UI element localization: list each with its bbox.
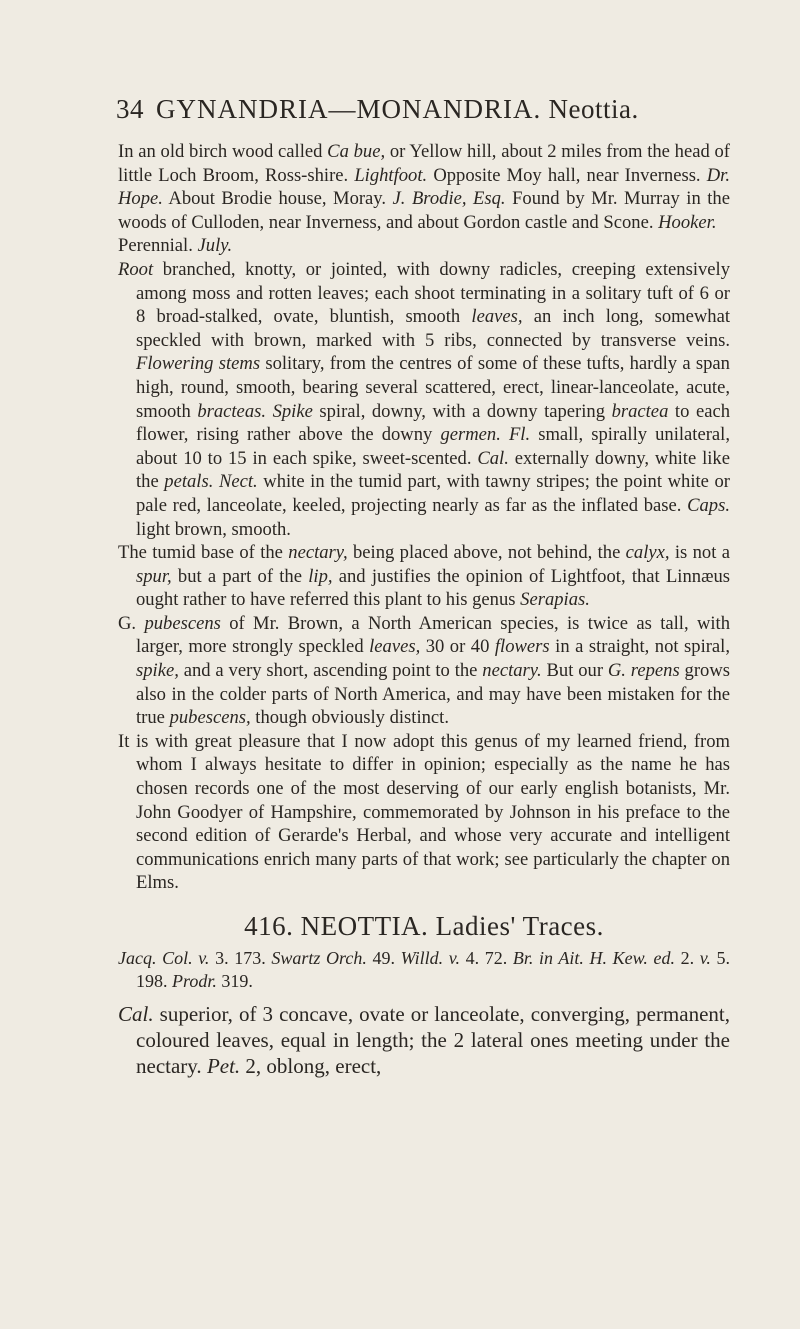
calyx-paragraph: Cal. superior, of 3 concave, ovate or lanceolate, converging, permanent, coloured leaves, equal in length; the 2 lateral ones meeting under the nectary. Pet. 2, oblong, erect, (118, 1001, 730, 1078)
calyx-description (118, 1001, 730, 1079)
genus-name: NEOTTIA. (300, 911, 429, 941)
header-genus: Neottia. (548, 94, 639, 124)
page-number: 34 (116, 94, 144, 124)
genus-number: 416. (244, 911, 294, 941)
header-title: GYNANDRIA—MONANDRIA. (156, 94, 542, 124)
pleasure-paragraph: It is with great pleasure that I now adopt this genus of my learned friend, from whom I always hesitate to differ in opinion; especially as the name he has chosen records one of the most deserving of our early english botanists, Mr. John Goodyer of Hampshire, commemorated by Johnson in his preface to the second edition of Gerarde's Herbal, and whose very accurate and intelligent communications enrich many parts of that work; see particularly the chapter on Elms. (118, 730, 730, 894)
description-paragraph: Root branched, knotty, or jointed, with downy radicles, creeping extensively among moss and rotten leaves; each shoot terminating in a solitary tuft of 6 or 8 broad-stalked, ovate, bluntish, smooth leaves, an inch long, somewhat speckled with brown, marked with 5 ribs, connected by transverse veins. Flowering stems solitary, from the centres of some of these tufts, hardly a span high, round, smooth, bearing several scattered, erect, linear-lanceolate, acute, smooth bracteas. Spike spiral, downy, with a downy tapering bractea to each flower, rising rather above the downy germen. Fl. small, spirally unilateral, about 10 to 15 in each spike, sweet-scented. Cal. externally downy, white like the petals. Nect. white in the tumid part, with tawny stripes; the point white or pale red, lanceolate, keeled, projecting nearly as far as the inflated base. Caps. light brown, smooth. (118, 258, 730, 540)
references: Jacq. Col. v. 3. 173. Swartz Orch. 49. Willd. v. 4. 72. Br. in Ait. H. Kew. ed. 2. v. 5. 198. Prodr. 319. (118, 947, 731, 991)
page-body (118, 140, 730, 1079)
perennial-line: Perennial. July. (118, 235, 233, 257)
running-header (116, 94, 728, 125)
habitat-paragraph: In an old birch wood called Ca bue, or Yellow hill, about 2 miles from the head of little Loch Broom, Ross-shire. Lightfoot. Opposite Moy hall, near Inverness. Dr. Hope. About Brodie house, Moray. J. Brodie, Esq. Found by Mr. Murray in the woods of Culloden, near Inverness, and about Gordon castle and Scone. Hooker. (118, 141, 730, 233)
genus-heading (118, 911, 730, 941)
genus-english-name: Ladies' Traces. (435, 911, 604, 941)
tumid-paragraph: The tumid base of the nectary, being placed above, not behind, the calyx, is not a spur, but a part of the lip, and justifies the opinion of Lightfoot, that Linnæus ought rather to have referred this plant to his genus Serapias. (118, 542, 731, 611)
pubescens-paragraph: G. pubescens of Mr. Brown, a North American species, is twice as tall, with larger, more strongly speckled leaves, 30 or 40 flowers in a straight, not spiral, spike, and a very short, ascending point to the nectary. But our G. repens grows also in the colder parts of North America, and may have been mistaken for the true pubescens, though obviously distinct. (118, 612, 730, 729)
